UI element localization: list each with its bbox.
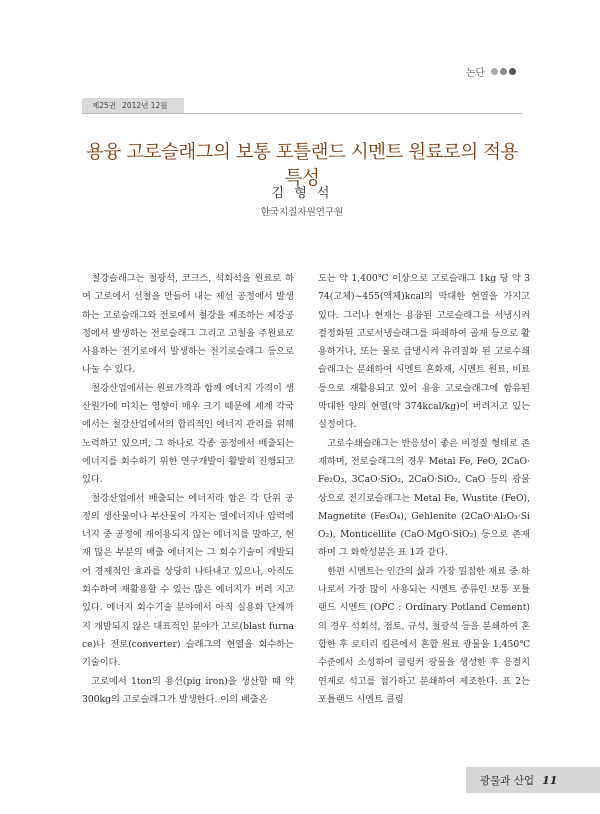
issue-volume: 제25권 bbox=[92, 101, 117, 110]
paragraph: 철강산업에서 배출되는 에너지라 함은 각 단위 공정의 생산물이나 부산물이 가지는 열에너지나 압력에너지 중 공정에 재이용되지 않는 에너지를 말하고, 현재 많은 부분의 배출 에너지는 그 회수기술이 개발되어 경제적인 효과를 상당히 나타내고 있으나, 아직도 회수하여 재활용할 수 있는 많은 에너지가 버려 지고 있다. 에너지 회수기술 분야에서 아직 실용화 단계까지 개발되지 않은 대표적인 분야가 고로(blast furnace)나 전로(converter) 슬래그의 현열을 회수하는 기술이다. bbox=[82, 492, 294, 669]
paragraph-continued: 도는 약 1,400℃ 이상으로 고로슬래그 1kg 당 약 374(고체)~455(액체)kcal의 막대한 현열을 가지고 있다. 그러나 현재는 용융된 고로슬래그를 서냉시켜 결정화된 고로서냉슬래그를 파쇄하여 골재 등으로 활용하거나, 또는 물로 급냉시켜 유리질화 된 고로수쇄슬래그는 분쇄하여 시멘트 혼화재, 시멘트 원료, 비료 등으로 재활용되고 있어 용융 고로슬래그에 함유된 막대한 양의 현열(약 374kcal/kg)이 버려지고 있는 실정이다. bbox=[318, 273, 530, 431]
page-footer bbox=[466, 767, 600, 793]
left-column bbox=[82, 270, 294, 730]
paragraph: 한편 시멘트는 인간의 삶과 가장 밀접한 재료 중 하나로서 가장 많이 사용되는 시멘트 종류인 보통 포틀랜드 시멘트 (OPC : Ordinary Potland Cement)의 경우 석회석, 점토, 규석, 철광석 등을 분쇄하여 혼합한 후 로터리 킬른에서 혼합 원료 광물을 1,450℃수준에서 소성하여 클링커 광물을 생성한 후 응결지연제로 석고를 첨가하고 분쇄하여 제조한다. 표 2는 포틀랜드 시멘트 클링 bbox=[318, 565, 530, 705]
right-column bbox=[318, 270, 530, 730]
header-rule bbox=[82, 113, 522, 114]
section-dots bbox=[491, 68, 516, 75]
paragraph: 고로에서 1ton의 용선(pig iron)을 생산할 때 약 300kg의 고로슬래그가 발생한다. 이의 배출온 bbox=[82, 675, 294, 705]
paragraph: 철강슬래그는 철광석, 코크스, 석회석을 원료로 하여 고로에서 선철을 만들어 내는 제선 공정에서 발생하는 고로슬래그와 전로에서 철강을 제조하는 제강공정에서 발생하는 전로슬래그 그리고 고철을 주원료로 사용하는 전기로에서 발생하는 전기로슬래그 등으로 나눌 수 있다. bbox=[82, 273, 294, 376]
article-title: 용융 고로슬래그의 보통 포틀랜드 시멘트 원료로의 적용 특성 bbox=[86, 142, 518, 189]
article-header bbox=[82, 98, 522, 238]
paragraph: 고로수쇄슬래그는 반응성이 좋은 비정질 형태로 존재하며, 전로슬래그의 경우 Metal Fe, FeO, 2CaO·Fe₂O₃, 3CaO·SiO₂, 2CaO·SiO₂, CaO 등의 광물상으로 전기로슬래그는 Metal Fe, Wustite (FeO), Magnetite (Fe₃O₄), Gehlenite (2CaO·Al₂O₃·SiO₂), Monticellite (CaO·MgO·SiO₂) 등으로 존재하며 그 화학성분은 표 1과 같다. bbox=[318, 437, 530, 559]
page-number: 11 bbox=[542, 773, 558, 787]
section-label: 논단 bbox=[465, 68, 485, 79]
journal-name: 광물과 산업 bbox=[480, 774, 535, 787]
issue-date: 2012년 12월 bbox=[122, 101, 168, 110]
dot-2 bbox=[500, 68, 507, 75]
issue-tab bbox=[82, 98, 184, 113]
body-columns bbox=[82, 270, 530, 730]
dot-1 bbox=[491, 68, 498, 75]
section-tag bbox=[466, 64, 516, 79]
article-author: 김 형 석 bbox=[271, 186, 333, 201]
dot-3 bbox=[509, 68, 516, 75]
paragraph: 철강산업에서는 원료가격과 함께 에너지 가격이 생산원가에 미치는 영향이 매우 크기 때문에 세계 각국에서는 철강산업에서의 합리적인 에너지 관리를 위해 노력하고 있으며, 그 하나로 각종 공정에서 배출되는 에너지를 회수하기 위한 연구개발이 활발히 진행되고 있다. bbox=[82, 382, 294, 486]
article-affiliation: 한국지질자원연구원 bbox=[260, 207, 344, 218]
